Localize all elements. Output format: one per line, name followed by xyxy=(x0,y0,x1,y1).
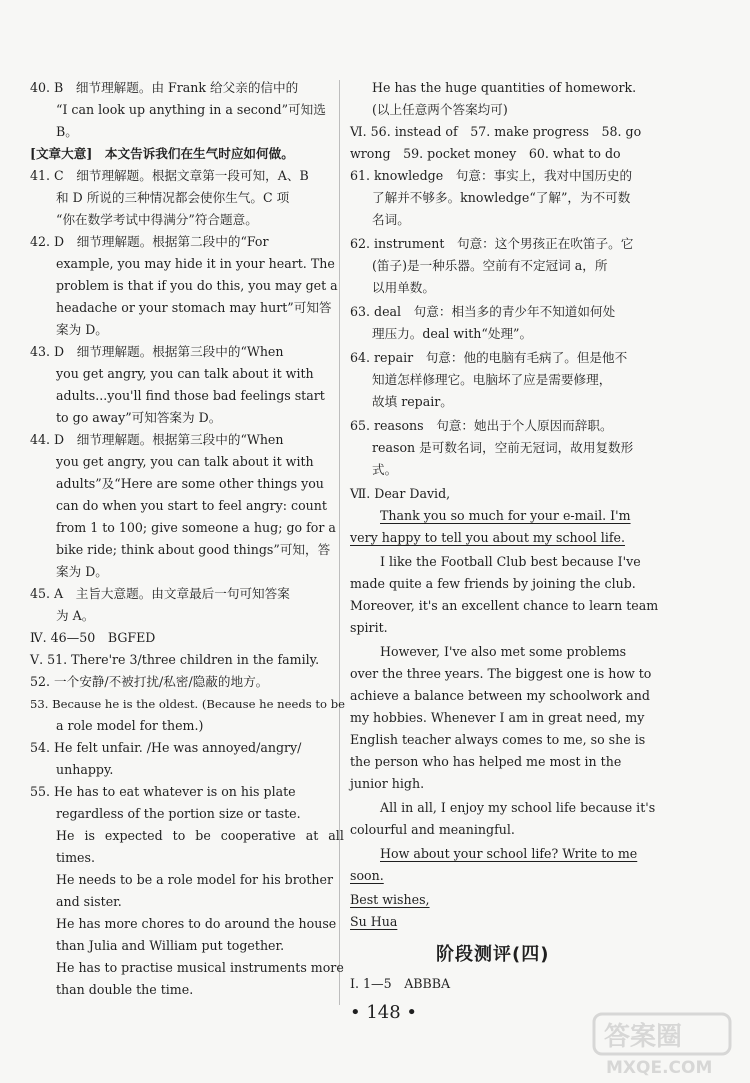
answer-line: B。 xyxy=(56,124,78,139)
letter-signature: Su Hua xyxy=(350,914,398,929)
answer-line: Ⅳ. 46—50 BGFED xyxy=(30,630,156,645)
column-divider xyxy=(339,80,340,1005)
page-number: • 148 • xyxy=(350,1002,418,1023)
answer-line: can do when you start to feel angry: count xyxy=(56,498,327,513)
answer-line: 了解并不够多。knowledge“了解”，为不可数 xyxy=(372,190,631,205)
passage-summary: [文章大意] 本文告诉我们在生气时应如何做。 xyxy=(30,146,294,161)
letter-line-underlined: very happy to tell you about my school life. xyxy=(350,530,625,545)
answer-line: 43. D 细节理解题。根据第三段中的“When xyxy=(30,344,284,359)
letter-line-underlined: soon. xyxy=(350,868,384,883)
answer-line: 40. B 细节理解题。由 Frank 给父亲的信中的 xyxy=(30,80,299,95)
answer-line: 64. repair 句意：他的电脑有毛病了。但是他不 xyxy=(350,350,628,365)
answer-line: bike ride; think about good things”可知，答 xyxy=(56,542,331,557)
letter-line-underlined: Thank you so much for your e-mail. I'm xyxy=(380,508,631,523)
letter-line: English teacher always comes to me, so she is xyxy=(350,732,646,747)
letter-line: over the three years. The biggest one is how to xyxy=(350,666,652,681)
svg-text:答案圈: 答案圈 xyxy=(604,1022,683,1052)
answer-line: 55. He has to eat whatever is on his plate xyxy=(30,784,296,799)
answer-line: 式。 xyxy=(372,462,398,477)
letter-line: achieve a balance between my schoolwork and xyxy=(350,688,650,703)
letter-line: All in all, I enjoy my school life because it's xyxy=(380,800,656,815)
letter-closing: Best wishes, xyxy=(350,892,430,907)
answer-line: 54. He felt unfair. /He was annoyed/angry/ xyxy=(30,740,302,755)
answer-line: 案为 D。 xyxy=(56,564,108,579)
answer-line: He has more chores to do around the house xyxy=(56,916,337,931)
answer-line: wrong 59. pocket money 60. what to do xyxy=(350,146,621,161)
answer-line: you get angry, you can talk about it with xyxy=(56,454,314,469)
answer-line: 53. Because he is the oldest. (Because he needs to be xyxy=(30,697,345,711)
answer-line: 52. 一个安静/不被打扰/私密/隐蔽的地方。 xyxy=(30,674,269,689)
answer-line: a role model for them.) xyxy=(56,718,204,733)
letter-line: junior high. xyxy=(350,776,425,791)
answer-line: to go away”可知答案为 D。 xyxy=(56,410,222,425)
answer-line: problem is that if you do this, you may get a xyxy=(56,278,338,293)
letter-salutation: Ⅶ. Dear David, xyxy=(350,486,451,501)
answer-line: 故填 repair。 xyxy=(372,394,453,409)
answer-line: example, you may hide it in your heart. The xyxy=(56,256,335,271)
section-title: 阶段测评(四) xyxy=(436,944,550,965)
answer-line: 以用单数。 xyxy=(372,280,435,295)
letter-line: the person who has helped me most in the xyxy=(350,754,622,769)
answer-line: 45. A 主旨大意题。由文章最后一句可知答案 xyxy=(30,586,290,601)
answer-line: from 1 to 100; give someone a hug; go for a xyxy=(56,520,336,535)
letter-line: my hobbies. Whenever I am in great need, my xyxy=(350,710,645,725)
answer-line: than Julia and William put together. xyxy=(56,938,285,953)
answer-line: He has the huge quantities of homework. xyxy=(372,80,637,95)
section-answer: Ⅰ. 1—5 ABBBA xyxy=(350,976,451,991)
answer-line: 为 A。 xyxy=(56,608,95,623)
answer-line: headache or your stomach may hurt”可知答 xyxy=(56,300,332,315)
answer-line: 案为 D。 xyxy=(56,322,108,337)
letter-line: However, I've also met some problems xyxy=(380,644,627,659)
answer-line: 名词。 xyxy=(372,212,410,227)
answer-line: than double the time. xyxy=(56,982,194,997)
answer-line: adults”及“Here are some other things you xyxy=(56,476,324,491)
answer-line: and sister. xyxy=(56,894,122,909)
answer-line: adults...you'll find those bad feelings start xyxy=(56,388,325,403)
watermark-logo xyxy=(592,1012,732,1078)
letter-line: Moreover, it's an excellent chance to learn team xyxy=(350,598,659,613)
answer-line: 63. deal 句意：相当多的青少年不知道如何处 xyxy=(350,304,616,319)
answer-line: 41. C 细节理解题。根据文章第一段可知，A、B xyxy=(30,168,309,183)
answer-line: 和 D 所说的三种情况都会使你生气。C 项 xyxy=(56,190,290,205)
answer-line: (笛子)是一种乐器。空前有不定冠词 a，所 xyxy=(372,258,608,273)
letter-line-underlined: How about your school life? Write to me xyxy=(380,846,638,861)
answer-line: 61. knowledge 句意：事实上，我对中国历史的 xyxy=(350,168,633,183)
answer-line: you get angry, you can talk about it with xyxy=(56,366,314,381)
svg-text:MXQE.COM: MXQE.COM xyxy=(606,1058,713,1078)
answer-line: “I can look up anything in a second”可知选 xyxy=(56,102,326,117)
answer-line: 44. D 细节理解题。根据第三段中的“When xyxy=(30,432,284,447)
answer-line: 知道怎样修理它。电脑坏了应是需要修理， xyxy=(372,372,612,387)
answer-line: He is expected to be cooperative at all xyxy=(56,828,344,843)
answer-line: unhappy. xyxy=(56,762,114,777)
letter-line: colourful and meaningful. xyxy=(350,822,515,837)
answer-line: He has to practise musical instruments more xyxy=(56,960,344,975)
answer-line: reason 是可数名词，空前无冠词，故用复数形 xyxy=(372,440,634,455)
answer-line: “你在数学考试中得满分”符合题意。 xyxy=(56,212,258,227)
answer-line: Ⅵ. 56. instead of 57. make progress 58. go xyxy=(350,124,642,139)
answer-line: 62. instrument 句意：这个男孩正在吹笛子。它 xyxy=(350,236,634,251)
answer-line: 65. reasons 句意：她出于个人原因而辞职。 xyxy=(350,418,613,433)
letter-line: made quite a few friends by joining the club. xyxy=(350,576,636,591)
answer-line: (以上任意两个答案均可) xyxy=(372,102,508,117)
letter-line: spirit. xyxy=(350,620,388,635)
answer-line: Ⅴ. 51. There're 3/three children in the family. xyxy=(30,652,320,667)
answer-line: regardless of the portion size or taste. xyxy=(56,806,301,821)
answer-line: He needs to be a role model for his brother xyxy=(56,872,333,887)
answer-line: 理压力。deal with“处理”。 xyxy=(372,326,533,341)
answer-line: 42. D 细节理解题。根据第二段中的“For xyxy=(30,234,269,249)
answer-line: times. xyxy=(56,850,95,865)
letter-line: I like the Football Club best because I've xyxy=(380,554,641,569)
